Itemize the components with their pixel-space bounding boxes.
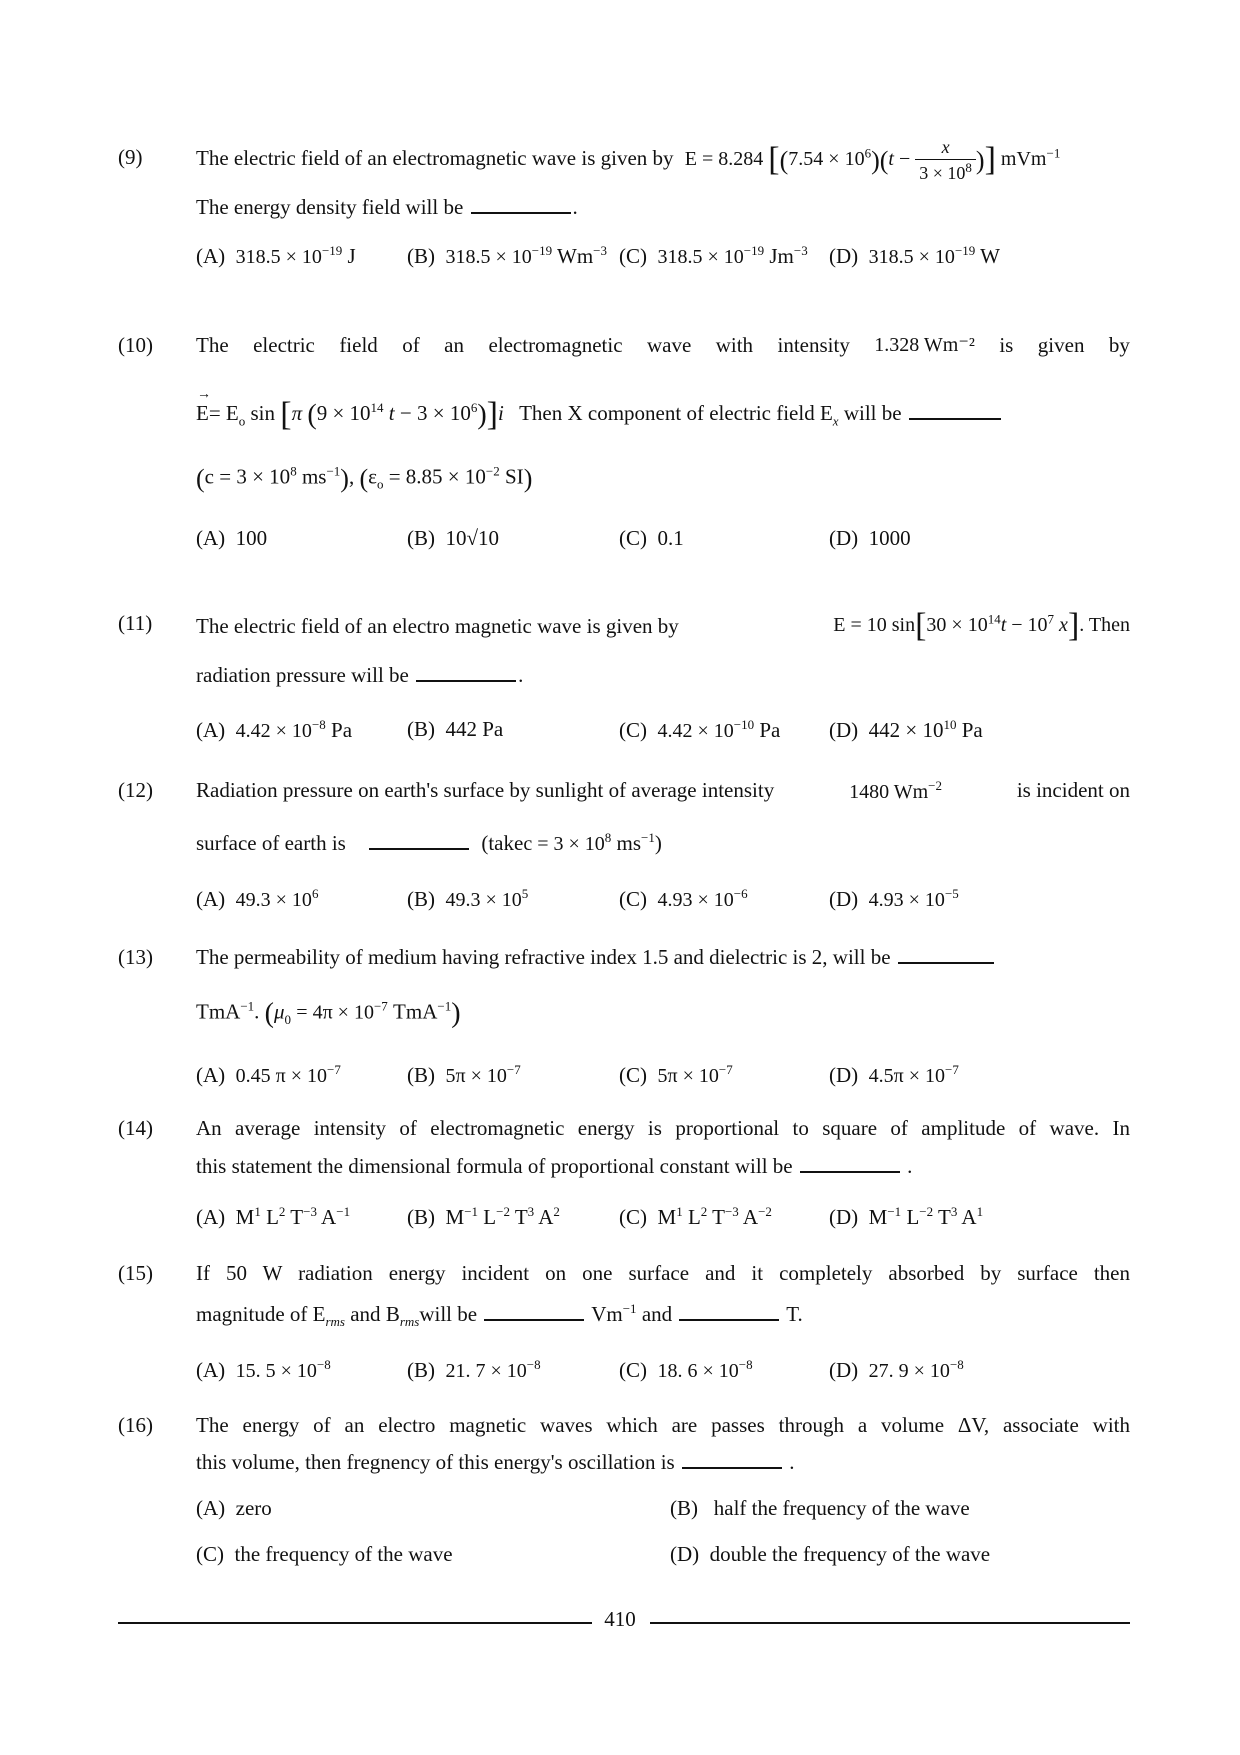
option-c[interactable]: (C) 0.1 [619,526,684,550]
question-text: The electric field of an electromagnetic wave is given by E = 8.284 [$(7.54 \times 10^6)(t$ − $\frac{x}{3 \times 10^8}$ )] mVm$^{-1}$ [196,137,1061,183]
question-number: (12) [118,778,153,802]
option-b[interactable]: (B) 442 Pa [407,717,504,741]
question-text-line2: this statement the dimensional formula of proportional constant will be . [196,1154,913,1178]
option-b[interactable]: (B) $318.5 \times 10^{-19}$ $Wm^{-3}$ [407,243,607,268]
option-c[interactable]: (C) $M^1$ $L^2$ $T^{-3}$ $A^{-2}$ [619,1204,772,1229]
answer-blank [416,680,516,682]
answer-blank [369,848,469,850]
question-text-line2: The energy density field will be . [196,195,578,219]
question-text: If 50 W radiation energy incident on one surface and it completely absorbed by surface then [196,1261,1130,1285]
question-number: (10) [118,333,153,357]
permeability-line: TmA$^{-1}$. ($\mu_0 = 4\pi \times 10^{-7}$ TmA$^{-1}$) [196,998,461,1029]
question-text: The electric field of an electromagnetic wave with intensity 1.328 Wm⁻² is given by [196,333,1130,357]
question-text: An average intensity of electromagnetic energy is proportional to square of amplitude of wave. In [196,1116,1130,1140]
options [196,526,1130,556]
question-text: The energy of an electro magnetic waves which are passes through a volume ΔV, associate with [196,1413,1130,1437]
option-c[interactable]: (C) $4.93 \times 10^{-6}$ [619,886,748,911]
question-text-line2: radiation pressure will be . [196,663,524,687]
field-equation-line: → $E= E_o$ sin [π ($9 \times 10^{14}$ $t - 3 \times 10^6)]i$ Then X component of electric field $E_x$ will be [196,395,1130,436]
option-c[interactable]: (C) the frequency of the wave [196,1542,453,1566]
question-text-line2: magnitude of $E_{rms}$ and $B_{rms}will$ be $Vm^{-1}$ and T. [196,1301,803,1330]
footer-rule-right [650,1622,1130,1624]
question-number: (15) [118,1261,153,1285]
answer-blank [800,1171,900,1173]
option-c[interactable]: (C) $4.42 \times 10^{-10}$ Pa [619,717,781,742]
option-b[interactable]: (B) $M^{-1}$ $L^{-2}$ $T^3$ $A^2$ [407,1204,560,1229]
page-number: 410 [604,1607,636,1631]
option-b[interactable]: (B) $5\pi \times 10^{-7}$ [407,1062,521,1087]
answer-blank [471,212,571,214]
option-d[interactable]: (D) 27. $9 \times 10^{-8}$ [829,1357,964,1382]
option-b[interactable]: (B) half the frequency of the wave [670,1496,970,1520]
footer-rule-left [118,1622,592,1624]
question-number: (14) [118,1116,153,1140]
answer-blank-2 [679,1319,779,1321]
options [196,243,1130,273]
option-a[interactable]: (A) 100 [196,526,268,550]
option-a[interactable]: (A) zero [196,1496,272,1520]
question-text-line2: surface of earth is (takec = $3 \times 10^8$ $ms^{-1}$) [196,830,662,855]
option-d[interactable]: (D) $M^{-1}$ $L^{-2}$ $T^3$ $A^1$ [829,1204,984,1229]
question-number: (9) [118,145,143,169]
option-b[interactable]: (B) 21. $7 \times 10^{-8}$ [407,1357,541,1382]
option-a[interactable]: (A) $49.3 \times 10^6$ [196,886,319,911]
answer-blank [682,1467,782,1469]
option-d[interactable]: (D) $4.5\pi \times 10^{-7}$ [829,1062,959,1087]
question-text: The electric field of an electro magnetic wave is given by E = 10 $\sin[30 \times 10^{14}t - 10^7$ x]. Then [196,606,1130,647]
question-number: (11) [118,611,153,635]
wave-equation: E = 8.284 [$(7.54 \times 10^6)(t$ − $\frac{x}{3 \times 10^8}$ )] mVm$^{-1}$ [684,137,1061,183]
options [196,1204,1130,1234]
option-a[interactable]: (A) 0.45 $\pi \times 10^{-7}$ [196,1062,341,1087]
option-b[interactable]: (B) $49.3 \times 10^5$ [407,886,529,911]
option-d[interactable]: (D) double the frequency of the wave [670,1542,991,1566]
answer-blank [909,418,1001,420]
option-c[interactable]: (C) $318.5 \times 10^{-19}$ $Jm^{-3}$ [619,243,808,268]
answer-blank-1 [484,1319,584,1321]
constants-line: ($c = 3 \times 10^8$ $ms^{-1}$), ($\varepsilon_o = 8.85 \times 10^{-2}$ SI) [196,463,533,493]
question-number: (13) [118,945,153,969]
options [196,1062,1130,1092]
option-a[interactable]: (A) $4.42 \times 10^{-8}$ Pa [196,717,353,742]
option-d[interactable]: (D) $442 \times 10^{10}$ Pa [829,717,983,742]
option-b[interactable]: (B) 10√10 [407,526,500,550]
option-d[interactable]: (D) $4.93 \times 10^{-5}$ [829,886,959,911]
options [196,886,1130,916]
option-a[interactable]: (A) $318.5 \times 10^{-19}$ J [196,243,356,268]
question-text: Radiation pressure on earth's surface by sunlight of average intensity 1480 $Wm^{-2}$ is incident on [196,778,1130,803]
options [196,1357,1130,1387]
question-text-line2: this volume, then fregnency of this energy's oscillation is . [196,1450,795,1474]
options [196,1496,1130,1576]
option-d[interactable]: (D) $318.5 \times 10^{-19}$ W [829,243,1000,268]
option-c[interactable]: (C) 18. $6 \times 10^{-8}$ [619,1357,753,1382]
question-text: The permeability of medium having refractive index 1.5 and dielectric is 2, will be [196,945,1130,970]
options [196,717,1130,747]
question-number: (16) [118,1413,153,1437]
option-d[interactable]: (D) 1000 [829,526,911,550]
field-equation: E = 10 $\sin[30 \times 10^{14}t - 10^7$ x]. Then [833,607,1130,644]
option-a[interactable]: (A) 15. $5 \times 10^{-8}$ [196,1357,331,1382]
option-a[interactable]: (A) $M^1$ $L^2$ $T^{-3}$ $A^{-1}$ [196,1204,351,1229]
answer-blank [898,962,994,964]
option-c[interactable]: (C) $5\pi \times 10^{-7}$ [619,1062,733,1087]
